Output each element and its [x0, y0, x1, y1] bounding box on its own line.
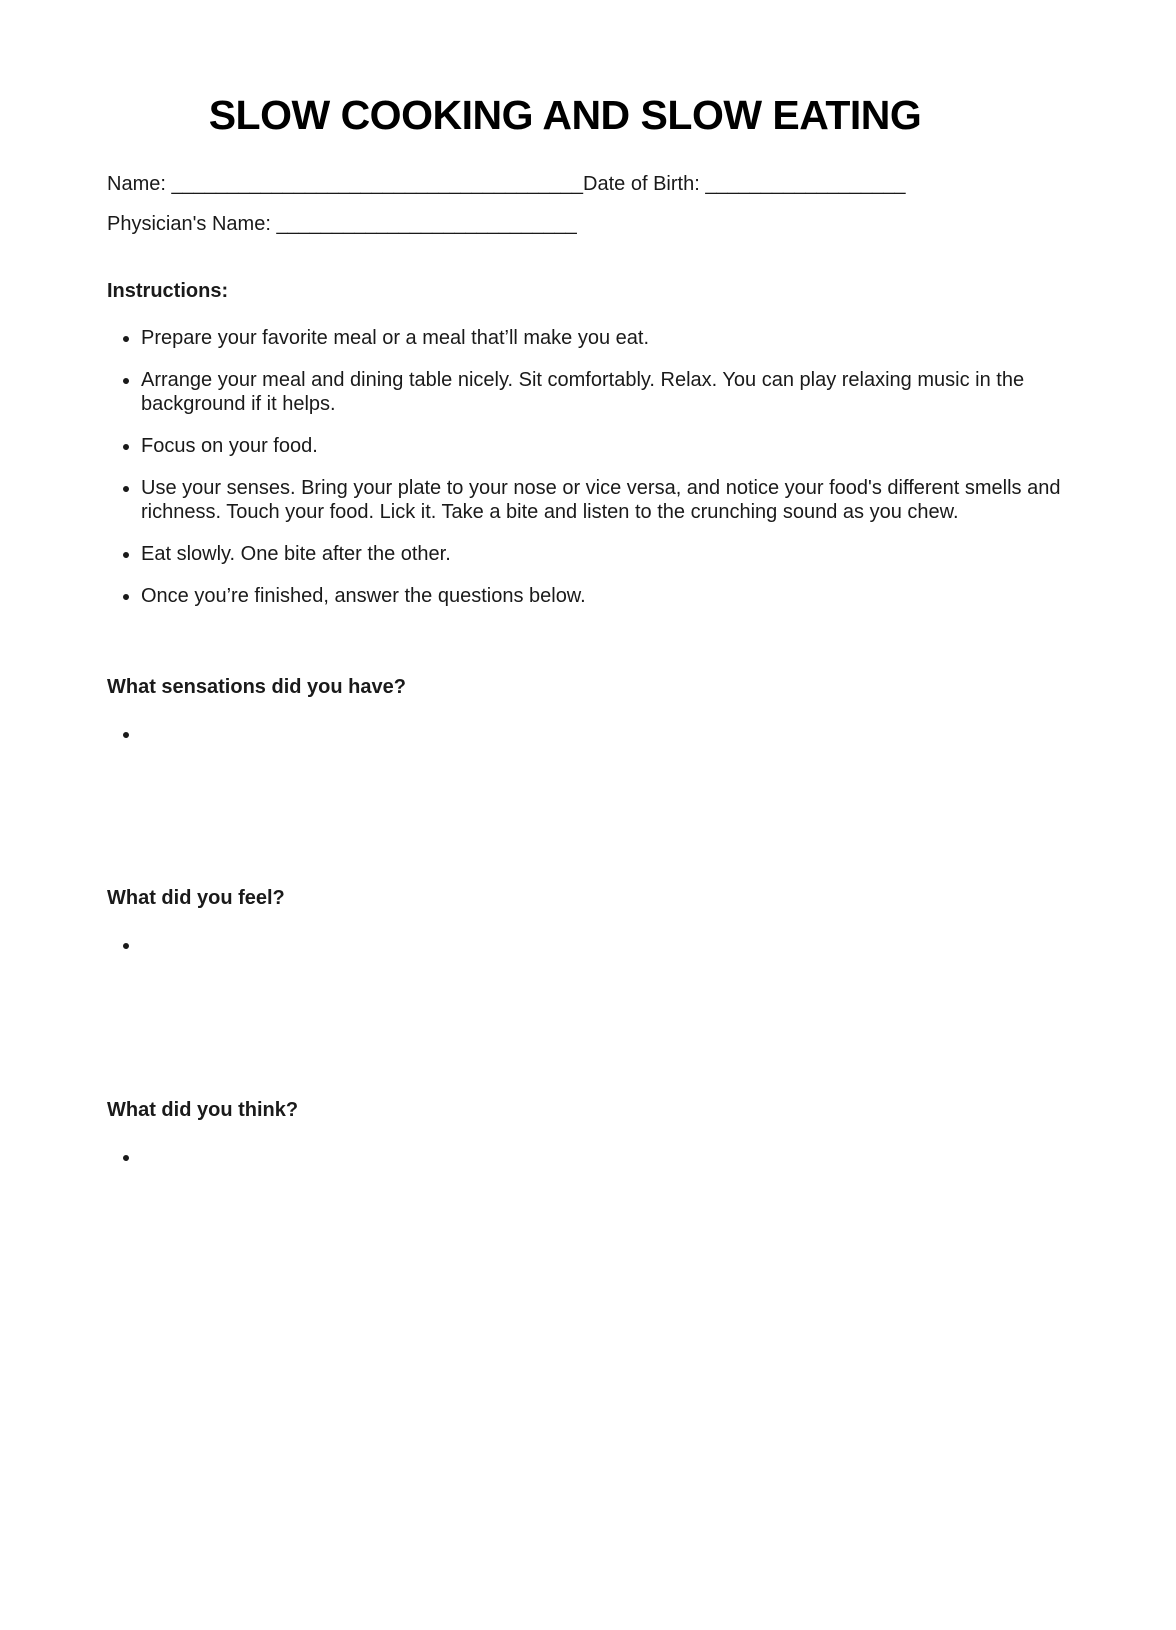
instructions-list	[107, 326, 1061, 626]
physician-label: Physician's Name:	[107, 213, 277, 235]
list-item: • Arrange your meal and dining table nicely. Sit comfortably. Relax. You can play relaxing music in the background if it helps.	[141, 368, 1061, 416]
list-item: • Focus on your food.	[141, 434, 1061, 458]
answer-list-feel	[107, 933, 1061, 975]
list-item: • Use your senses. Bring your plate to your nose or vice versa, and notice your food's different smells and richness. Touch your food. Lick it. Take a bite and listen to the crunching sound as you chew.	[141, 476, 1061, 524]
name-field[interactable]: _____________________________________	[171, 173, 584, 195]
physician-row	[107, 213, 577, 236]
question-heading-sensations: What sensations did you have?	[107, 676, 406, 698]
answer-bullet[interactable]	[141, 933, 1061, 957]
page-title: SLOW COOKING AND SLOW EATING	[208, 92, 922, 138]
answer-bullet[interactable]	[141, 1145, 1061, 1169]
answer-list-think	[107, 1145, 1061, 1187]
question-heading-think: What did you think?	[107, 1099, 299, 1121]
answer-bullet[interactable]	[141, 722, 1061, 746]
instructions-heading: Instructions:	[107, 280, 229, 302]
name-label: Name:	[107, 173, 172, 195]
question-heading-feel: What did you feel?	[107, 887, 285, 909]
dob-field[interactable]: __________________	[705, 173, 906, 195]
list-item: • Eat slowly. One bite after the other.	[141, 542, 1061, 566]
list-item: • Prepare your favorite meal or a meal that’ll make you eat.	[141, 326, 1061, 350]
list-item: • Once you’re finished, answer the questions below.	[141, 584, 1061, 608]
answer-list-sensations	[107, 722, 1061, 764]
dob-label: Date of Birth:	[583, 173, 706, 195]
physician-field[interactable]: ___________________________	[276, 213, 577, 235]
name-dob-row	[107, 173, 906, 196]
